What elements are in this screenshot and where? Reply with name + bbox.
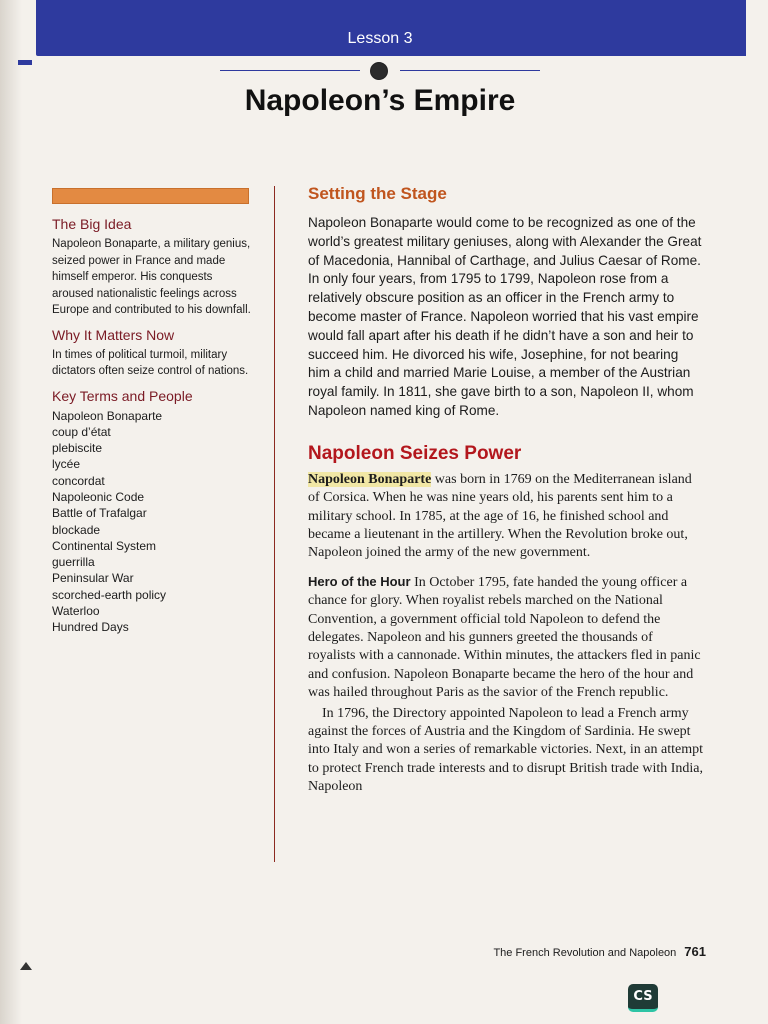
paragraph-text: was born in 1769 on the Mediterranean island of Corsica. When he was nine years old, his parents sent him to a military school. In 1785, at the age of 16, he finished school and became a lieutenant in the artillery. When the Revolution broke out, Napoleon joined the army of the new government. xyxy=(308,471,692,561)
key-term: plebiscite xyxy=(52,441,103,456)
setting-stage-heading: Setting the Stage xyxy=(308,184,447,203)
key-term: Battle of Trafalgar xyxy=(52,506,147,521)
page-number: 761 xyxy=(684,944,706,959)
ornament-line-left xyxy=(220,70,360,71)
key-terms-section xyxy=(52,388,257,636)
hero-of-hour-subhead: Hero of the Hour xyxy=(308,573,411,589)
key-terms-heading: Key Terms and People xyxy=(52,387,193,404)
sidebar xyxy=(52,210,257,644)
key-term: Napoleon Bonaparte xyxy=(52,408,163,423)
setting-stage-text: Napoleon Bonaparte would come to be recognized as one of the world’s greatest military geniuses, along with Alexander the Great of Macedonia, Hannibal of Carthage, and Julius Caesar of Rome. In only four years, from 1795 to 1799, Napoleon rose from a relatively obscure position as an officer in the French army to become master of France. Napoleon worried that his vast empire would fall apart after his death if he didn’t have a son and heir to succeed him. He divorced his wife, Josephine, for not bearing him a child and married Marie Louise, a member of the Austrian royal family. In 1811, she gave birth to a son, Napoleon II, whom Napoleon named king of Rome. xyxy=(308,215,702,418)
ornament-line-right xyxy=(400,70,540,71)
page-title: Napoleon’s Empire xyxy=(244,84,516,117)
highlighted-key-term: Napoleon Bonaparte xyxy=(308,471,432,487)
column-divider xyxy=(274,186,275,862)
why-it-matters-text: In times of political turmoil, military dictators often seize control of nations. xyxy=(52,348,249,377)
big-idea-text: Napoleon Bonaparte, a military genius, seized power in France and made himself emperor. His conquests aroused nationalistic feelings across Europe and contributed to his downfall. xyxy=(52,238,251,316)
why-it-matters-section xyxy=(52,327,257,380)
big-idea-heading: The Big Idea xyxy=(52,216,132,232)
lesson-label: Lesson 3 xyxy=(347,30,413,47)
directory-paragraph: In 1796, the Directory appointed Napoleon to lead a French army against the forces of Austria and the Kingdom of Sardinia. He swept into Italy and won a series of remarkable victories. Next, in an attempt to protect French trade interests and to disrupt British trade with India, Napoleon xyxy=(308,705,704,795)
key-term: Peninsular War xyxy=(52,571,134,586)
key-term: Continental System xyxy=(52,538,157,553)
big-idea-section xyxy=(52,216,257,319)
why-it-matters-heading: Why It Matters Now xyxy=(52,326,175,343)
key-term: Waterloo xyxy=(52,604,100,619)
key-term: lycée xyxy=(52,457,81,472)
key-term: Napoleonic Code xyxy=(52,489,145,504)
page-gutter-shadow xyxy=(0,0,22,1024)
title-ornament xyxy=(220,62,540,78)
seizes-power-heading: Napoleon Seizes Power xyxy=(308,442,522,464)
key-term: blockade xyxy=(52,522,101,537)
key-term: coup d’état xyxy=(52,424,111,439)
seizes-power-paragraph xyxy=(308,471,703,563)
key-term: scorched-earth policy xyxy=(52,587,167,602)
globe-icon xyxy=(370,62,388,80)
page-footer xyxy=(493,944,706,959)
key-term: Hundred Days xyxy=(52,620,129,635)
key-terms-list xyxy=(52,408,257,636)
sidebar-accent-bar xyxy=(52,188,249,204)
main-column xyxy=(308,184,703,797)
key-term: guerrilla xyxy=(52,555,95,570)
paragraph-text: In October 1795, fate handed the young officer a chance for glory. When royalist rebels marched on the National Convention, a government official told Napoleon to defend the delegates. Napoleon and his gunners greeted the thousands of royalists with a cannonade. Within minutes, the attackers fled in panic and confusion. Napoleon Bonaparte became the hero of the hour and was hailed throughout Paris as the savior of the French republic. xyxy=(308,574,701,701)
footer-book-title: The French Revolution and Napoleon xyxy=(493,947,677,959)
edge-mark xyxy=(18,60,32,65)
camscanner-logo: CS xyxy=(628,984,658,1012)
hero-of-hour-paragraph xyxy=(308,573,703,703)
key-term: concordat xyxy=(52,473,105,488)
